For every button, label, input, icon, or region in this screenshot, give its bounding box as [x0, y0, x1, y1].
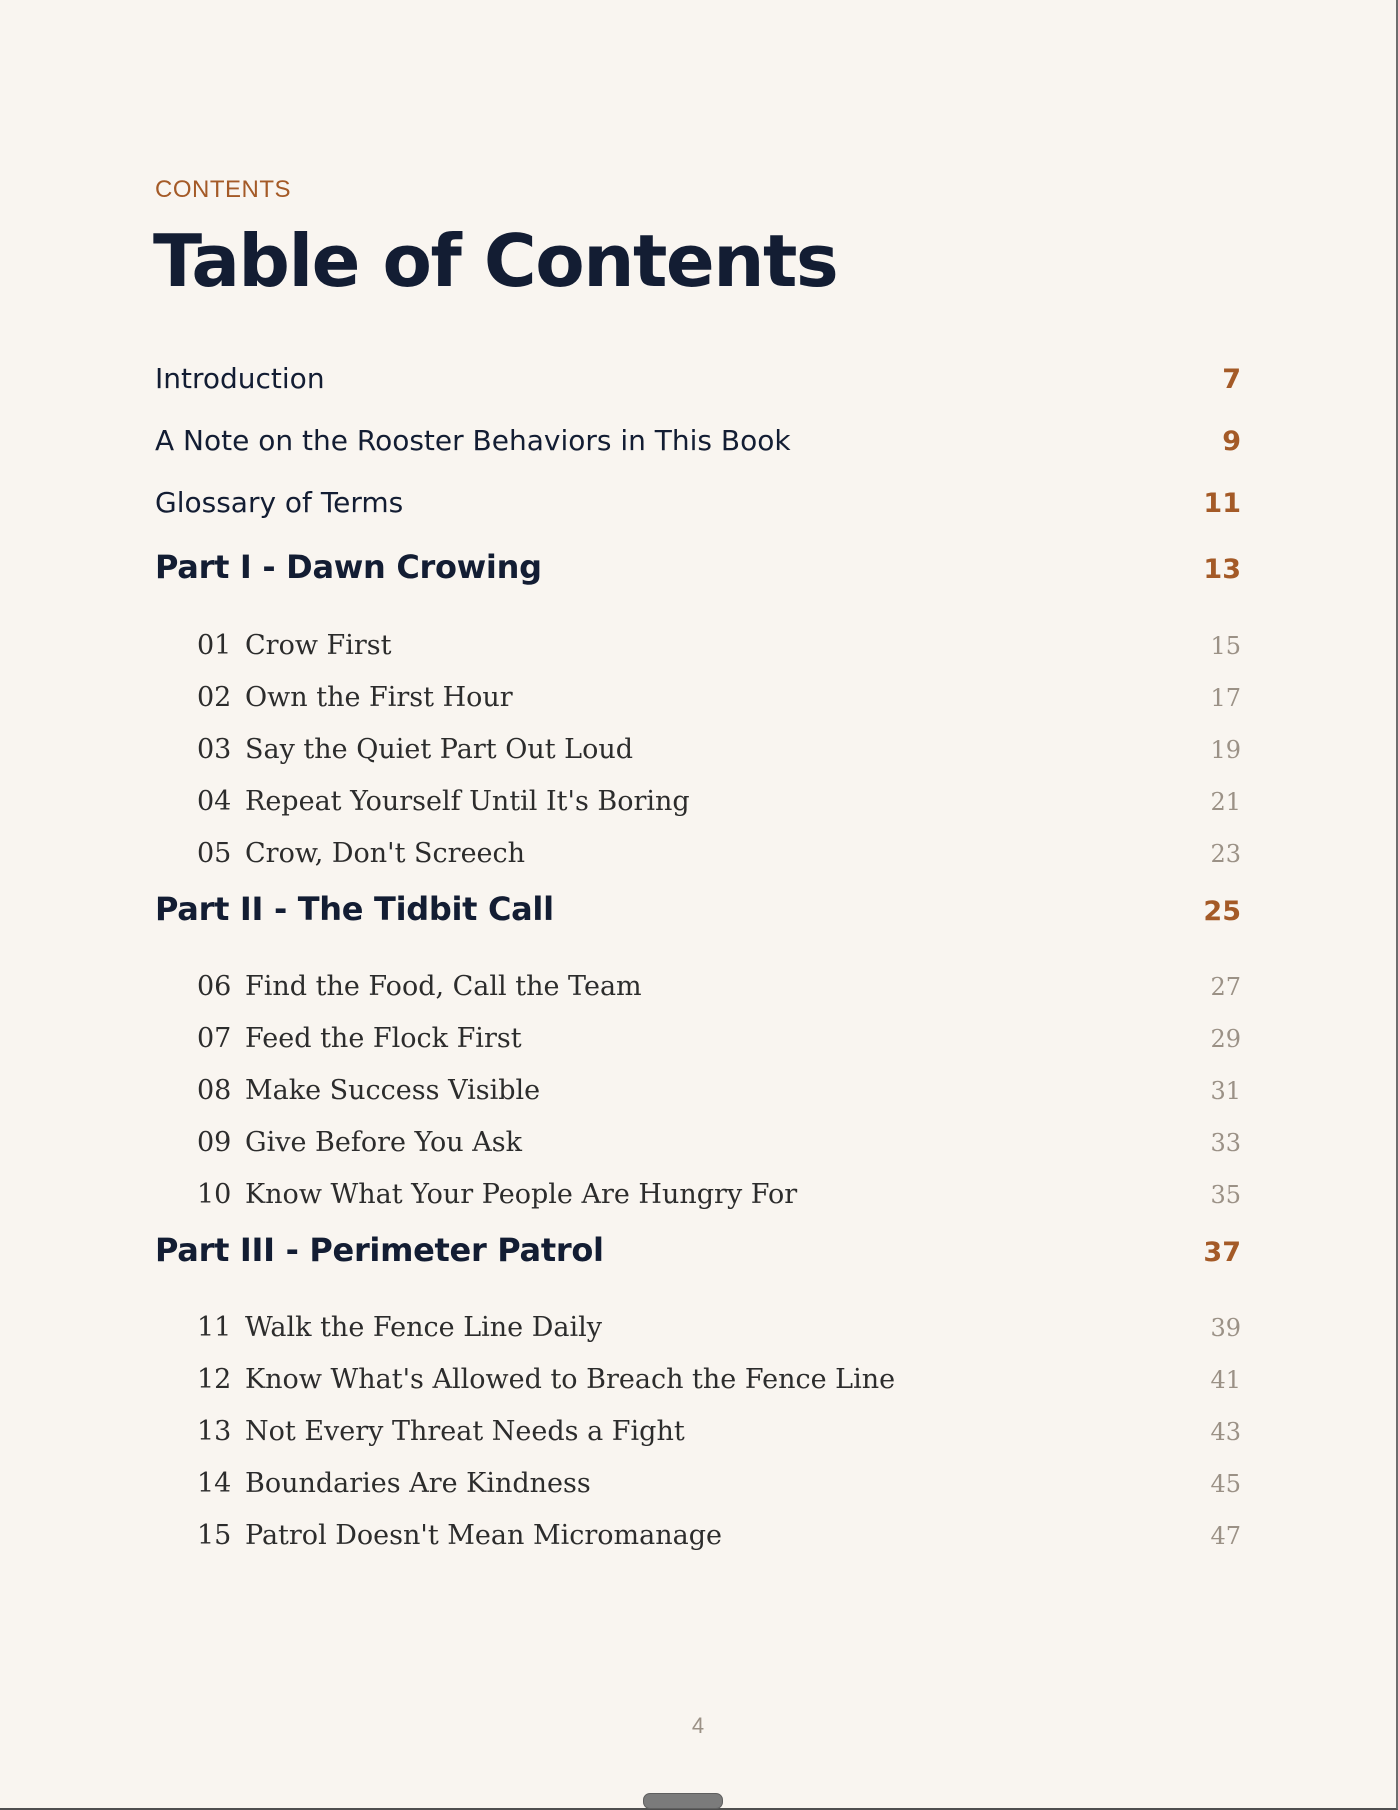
toc-part-page: 37	[1203, 1237, 1241, 1268]
toc-part-label: Part II - The Tidbit Call	[155, 890, 554, 928]
toc-chapter-11[interactable]	[197, 1312, 1241, 1343]
chapter-number: 07	[197, 1023, 232, 1054]
chapter-title: Find the Food, Call the Team	[245, 971, 642, 1002]
chapter-page: 23	[1210, 840, 1241, 868]
chapter-title: Give Before You Ask	[245, 1127, 522, 1158]
chapter-number: 10	[197, 1179, 232, 1210]
chapter-title: Patrol Doesn't Mean Micromanage	[245, 1520, 722, 1551]
chapter-title: Repeat Yourself Until It's Boring	[245, 786, 690, 817]
toc-entry-page: 7	[1222, 364, 1241, 395]
toc-chapter-13[interactable]	[197, 1416, 1241, 1447]
chapter-title: Feed the Flock First	[245, 1023, 522, 1054]
toc-part-label: Part I - Dawn Crowing	[155, 548, 542, 586]
toc-part-3[interactable]	[155, 1231, 1241, 1269]
toc-part-page: 25	[1203, 896, 1241, 927]
chapter-number: 11	[197, 1312, 232, 1343]
toc-chapter-08[interactable]	[197, 1075, 1241, 1106]
toc-chapter-06[interactable]	[197, 971, 1241, 1002]
toc-entry-glossary[interactable]	[155, 486, 1241, 519]
toc-chapter-04[interactable]	[197, 786, 1241, 817]
toc-entry-label: Glossary of Terms	[155, 486, 404, 519]
chapter-number: 13	[197, 1416, 232, 1447]
toc-chapter-01[interactable]	[197, 630, 1241, 661]
toc-chapter-05[interactable]	[197, 838, 1241, 869]
toc-part-label: Part III - Perimeter Patrol	[155, 1231, 604, 1269]
toc-entry-page: 9	[1222, 426, 1241, 457]
toc-chapter-07[interactable]	[197, 1023, 1241, 1054]
chapter-number: 05	[197, 838, 232, 869]
toc-chapter-14[interactable]	[197, 1468, 1241, 1499]
chapter-page: 19	[1210, 736, 1241, 764]
chapter-number: 04	[197, 786, 232, 817]
chapter-title: Walk the Fence Line Daily	[245, 1312, 602, 1343]
chapter-page: 31	[1210, 1077, 1241, 1105]
toc-part-page: 13	[1203, 554, 1241, 585]
chapter-title: Know What's Allowed to Breach the Fence Line	[245, 1364, 896, 1395]
chapter-title: Not Every Threat Needs a Fight	[245, 1416, 685, 1447]
toc-entry-page: 11	[1203, 488, 1241, 519]
chapter-title: Own the First Hour	[245, 682, 513, 713]
chapter-page: 43	[1210, 1418, 1241, 1446]
chapter-title: Crow, Don't Screech	[245, 838, 526, 869]
chapter-title: Know What Your People Are Hungry For	[245, 1179, 798, 1210]
chapter-page: 45	[1210, 1470, 1241, 1498]
toc-chapter-12[interactable]	[197, 1364, 1241, 1395]
chapter-number: 01	[197, 630, 232, 661]
toc-chapter-10[interactable]	[197, 1179, 1241, 1210]
page-number: 4	[691, 1713, 705, 1738]
chapter-page: 27	[1210, 973, 1241, 1001]
chapter-page: 17	[1210, 684, 1241, 712]
chapter-page: 39	[1210, 1314, 1241, 1342]
chapter-number: 15	[197, 1520, 232, 1551]
chapter-page: 35	[1210, 1181, 1241, 1209]
chapter-page: 21	[1210, 788, 1241, 816]
toc-chapter-02[interactable]	[197, 682, 1241, 713]
chapter-number: 02	[197, 682, 232, 713]
chapter-page: 47	[1210, 1522, 1241, 1550]
section-kicker: CONTENTS	[155, 176, 291, 203]
chapter-number: 08	[197, 1075, 232, 1106]
chapter-title: Make Success Visible	[245, 1075, 541, 1106]
chapter-page: 29	[1210, 1025, 1241, 1053]
chapter-number: 12	[197, 1364, 232, 1395]
chapter-page: 41	[1210, 1366, 1241, 1394]
chapter-number: 14	[197, 1468, 232, 1499]
chapter-number: 06	[197, 971, 232, 1002]
scroll-handle[interactable]	[643, 1793, 723, 1809]
toc-entry-note[interactable]	[155, 424, 1241, 457]
chapter-title: Say the Quiet Part Out Loud	[245, 734, 634, 765]
toc-chapter-15[interactable]	[197, 1520, 1241, 1551]
toc-part-1[interactable]	[155, 548, 1241, 586]
chapter-title: Boundaries Are Kindness	[245, 1468, 591, 1499]
toc-chapter-03[interactable]	[197, 734, 1241, 765]
toc-entry-introduction[interactable]	[155, 362, 1241, 395]
chapter-number: 09	[197, 1127, 232, 1158]
page-title: Table of Contents	[153, 219, 838, 303]
toc-part-2[interactable]	[155, 890, 1241, 928]
chapter-page: 15	[1210, 632, 1241, 660]
chapter-title: Crow First	[245, 630, 392, 661]
chapter-page: 33	[1210, 1129, 1241, 1157]
toc-entry-label: Introduction	[155, 362, 325, 395]
toc-chapter-09[interactable]	[197, 1127, 1241, 1158]
chapter-number: 03	[197, 734, 232, 765]
toc-entry-label: A Note on the Rooster Behaviors in This Book	[155, 424, 791, 457]
